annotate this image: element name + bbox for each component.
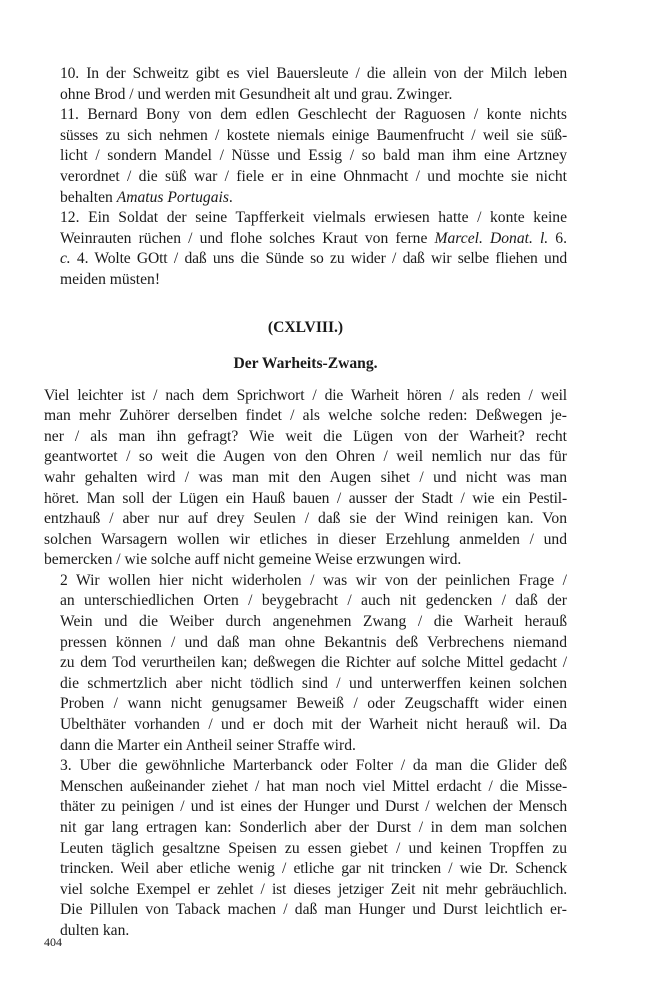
text-segment: 11. Bernard Bony von dem edlen Geschlecht der Raguosen / konte nichts: [60, 106, 567, 124]
text-line: [44, 653, 567, 674]
chapter-title: Der Warheits-Zwang.: [233, 354, 378, 372]
text-segment: zu dem Tod verurtheilen kan; deßwegen die Richter auf solche Mittel gedacht /: [60, 654, 567, 672]
text-line: [44, 756, 567, 777]
text-line: [44, 126, 567, 147]
text-line: [44, 736, 567, 757]
text-segment: Proben / wann nicht genugsamer Beweiß / oder Zeugschafft wider einen: [60, 695, 567, 713]
chapter-paragraph-2: [44, 571, 567, 756]
paragraph-12: [44, 208, 567, 290]
text-segment: 6.: [548, 229, 567, 247]
page-number: 404: [44, 935, 62, 949]
text-segment: süsses zu sich nehmen / kostete niemals einige Baumenfrucht / weil sie süß-: [60, 126, 567, 144]
text-segment: solchen Warsagern wollen wir etliches in dieser Erzehlung anmelden / und: [44, 530, 567, 548]
text-line: [44, 880, 567, 901]
text-line: [44, 85, 567, 106]
text-line: [44, 900, 567, 921]
text-segment: Menschen außeinander ziehet / hat man noch viel Mittel erdacht / die Misse-: [60, 777, 567, 795]
chapter-paragraph-3: [44, 756, 567, 941]
text-line: [44, 839, 567, 860]
text-line: [44, 694, 567, 715]
text-line: [44, 208, 567, 229]
text-line: [44, 489, 567, 510]
italic-reference: c.: [60, 250, 71, 268]
text-line: [44, 797, 567, 818]
text-segment: höret. Man soll der Lügen ein Hauß bauen / ausser der Stadt / wie ein Pestil-: [44, 489, 567, 507]
text-segment: Weinrauten rüchen / und flohe solches Kraut von ferne: [60, 229, 435, 247]
text-segment: wahr gehalten wird / was man mit den Augen sihet / und nicht was man: [44, 468, 567, 486]
text-line: [44, 674, 567, 695]
text-segment: meiden müsten!: [60, 270, 161, 288]
chapter-paragraph-1: [44, 386, 567, 571]
text-line: [44, 386, 567, 407]
text-segment: Ubelthäter vorhanden / und er doch mit der Warheit nicht herauß wil. Da: [60, 716, 567, 734]
text-line: [44, 406, 567, 427]
italic-reference: Marcel. Donat. l.: [434, 229, 549, 247]
intro-section: [44, 64, 567, 291]
italic-reference: Amatus Portugais: [116, 188, 229, 206]
text-segment: man mehr Zuhörer derselben findet / als welche solche reden: Deßwegen je-: [44, 407, 567, 425]
text-segment: Leuten täglich gesaltzne Speisen zu essen giebet / und keinen Tropffen zu: [60, 839, 567, 857]
text-line: [44, 188, 567, 209]
text-line: [44, 859, 567, 880]
chapter-body: [44, 386, 567, 942]
text-line: [44, 777, 567, 798]
text-segment: 12. Ein Soldat der seine Tapfferkeit vielmals erwiesen hatte / konte keine: [60, 209, 567, 227]
text-line: [44, 530, 567, 551]
text-segment: behalten: [60, 188, 117, 206]
text-segment: ohne Brod / und werden mit Gesundheit alt und grau. Zwinger.: [60, 85, 453, 103]
text-segment: 4. Wolte GOtt / daß uns die Sünde so zu wider / daß wir selbe fliehen und: [70, 250, 567, 268]
text-segment: nit gar lang ertragen kan: Sonderlich aber der Durst / in dem man solchen: [60, 819, 567, 836]
text-line: [44, 468, 567, 489]
text-line: [44, 715, 567, 736]
text-segment: 2 Wir wollen hier nicht widerholen / was wir von der peinlichen Frage /: [60, 571, 567, 589]
text-segment: .: [228, 188, 233, 206]
text-segment: Wein und die Weiber durch angenehmen Zwang / die Warheit herauß: [60, 613, 567, 631]
text-line: [44, 270, 567, 291]
text-line: [44, 633, 567, 654]
text-segment: 10. In der Schweitz gibt es viel Bauersleute / die allein von der Milch leben: [60, 65, 567, 82]
text-segment: entzhauß / aber nur auf drey Seulen / daß sie der Wind reinigen kan. Von: [44, 510, 567, 528]
text-segment: bemercken / wie solche auff nicht gemeine Weise erzwungen wird.: [44, 551, 462, 569]
text-segment: thäter zu peinigen / und ist eines der Hunger und Durst / welchen der Mensch: [60, 798, 567, 816]
page-content: [44, 64, 567, 942]
text-segment: pressen können / und daß man ohne Bekantnis deß Verbrechens niemand: [60, 633, 567, 651]
text-segment: an unterschiedlichen Orten / beygebracht / auch nit gedencken / daß der: [60, 592, 567, 610]
text-segment: ner / als man ihn gefragt? Wie weit die Lügen von der Warheit? recht: [44, 427, 567, 445]
text-line: [44, 105, 567, 126]
paragraph-10: [44, 64, 567, 105]
text-line: [44, 64, 567, 85]
text-line: [44, 146, 567, 167]
text-line: [44, 921, 567, 942]
text-line: [44, 229, 567, 250]
text-line: [44, 447, 567, 468]
text-segment: 3. Uber die gewöhnliche Marterbanck oder Folter / da man die Glider deß: [60, 757, 567, 775]
text-line: [44, 550, 567, 571]
paragraph-11: [44, 105, 567, 208]
text-line: [44, 427, 567, 448]
chapter-number: (CXLVIII.): [267, 318, 344, 336]
text-segment: trincken. Weil aber etliche wenig / etliche gar nit trincken / wie Dr. Schenck: [60, 860, 567, 878]
text-line: [44, 612, 567, 633]
text-line: [44, 571, 567, 592]
text-segment: licht / sondern Mandel / Nüsse und Essig / so bald man ihm eine Artzney: [60, 147, 567, 165]
text-segment: dann die Marter ein Antheil seiner Straffe wird.: [60, 736, 356, 754]
text-line: [44, 818, 567, 839]
text-segment: verordnet / die süß war / fiele er in eine Ohnmacht / und mochte sie nicht: [60, 167, 567, 185]
text-line: [44, 591, 567, 612]
text-line: [44, 167, 567, 188]
text-line: [44, 509, 567, 530]
text-segment: die schmertzlich aber nicht tödlich sind / und unterwerffen keinen solchen: [60, 674, 567, 692]
text-line: [44, 249, 567, 270]
text-segment: Die Pillulen von Taback machen / daß man Hunger und Durst leichtlich er-: [60, 901, 567, 919]
text-segment: geantwortet / so weit die Augen von den Ohren / weil nemlich nur das für: [44, 448, 567, 466]
text-segment: dulten kan.: [60, 921, 130, 939]
text-segment: viel solche Exempel er zehlet / ist dieses jetziger Zeit nit mehr gebräuchlich.: [60, 880, 567, 898]
text-segment: Viel leichter ist / nach dem Sprichwort / die Warheit hören / als reden / weil: [44, 386, 567, 404]
